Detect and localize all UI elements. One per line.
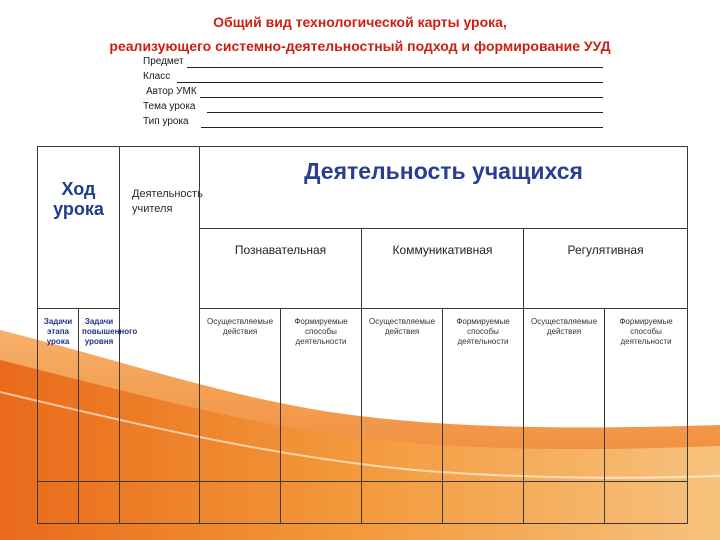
subject-label: Предмет — [143, 56, 184, 67]
col-communicative-actions — [362, 309, 443, 482]
course-header-cell — [38, 147, 120, 309]
topic-label: Тема урока — [143, 101, 196, 112]
activity-header-cell — [200, 147, 688, 229]
author-line — [200, 97, 603, 98]
group-communicative: Коммуникативная — [392, 243, 493, 257]
col-regulative-actions — [524, 309, 605, 482]
teacher-header-cell — [120, 147, 203, 482]
column-label: Осуществляемые действия — [530, 317, 598, 336]
tech-card-table — [37, 146, 688, 524]
empty-cell — [200, 482, 281, 524]
column-label: Формируемые способы деятельности — [619, 317, 673, 346]
empty-cell — [524, 482, 605, 524]
grade-field — [143, 71, 603, 86]
col-communicative-methods — [443, 309, 524, 482]
communicative-cell — [362, 229, 524, 309]
empty-cell — [605, 482, 688, 524]
col-cognitive-methods — [281, 309, 362, 482]
author-field — [146, 86, 603, 101]
stage-task-label: Задачи этапа урока — [43, 317, 73, 346]
type-label: Тип урока — [143, 116, 189, 127]
topic-field — [143, 101, 603, 116]
empty-cell — [443, 482, 524, 524]
column-label: Формируемые способы деятельности — [456, 317, 510, 346]
grade-label: Класс — [143, 71, 171, 82]
activity-header: Деятельность учащихся — [304, 158, 583, 184]
empty-cell — [362, 482, 443, 524]
group-cognitive: Познавательная — [234, 243, 327, 257]
page-title-line-2: реализующего системно-деятельностный подход и формирование УУД — [109, 38, 611, 54]
advanced-task-label: Задачи повышенного уровня — [82, 317, 138, 346]
author-label: Автор УМК — [146, 86, 197, 97]
type-line — [201, 127, 603, 128]
group-regulative: Регулятивная — [567, 243, 644, 257]
col-regulative-methods — [605, 309, 688, 482]
empty-cell — [120, 482, 200, 524]
table-row — [38, 482, 688, 524]
grade-line — [177, 82, 603, 83]
column-label: Формируемые способы деятельности — [294, 317, 348, 346]
regulative-cell — [524, 229, 688, 309]
teacher-header: Деятельность учителя — [132, 188, 203, 215]
topic-line — [207, 112, 603, 113]
subject-line — [187, 67, 603, 68]
advanced-task-cell — [79, 309, 138, 482]
empty-cell — [281, 482, 362, 524]
empty-cell — [79, 482, 120, 524]
empty-cell — [38, 482, 79, 524]
stage-task-cell — [38, 309, 79, 482]
course-header: Ход урока — [53, 179, 104, 219]
type-field — [143, 116, 603, 131]
column-label: Осуществляемые действия — [368, 317, 436, 336]
column-label: Осуществляемые действия — [206, 317, 274, 336]
page-title-line-1: Общий вид технологической карты урока, — [213, 14, 507, 30]
col-cognitive-actions — [200, 309, 281, 482]
cognitive-cell — [200, 229, 362, 309]
subject-field — [143, 56, 603, 71]
